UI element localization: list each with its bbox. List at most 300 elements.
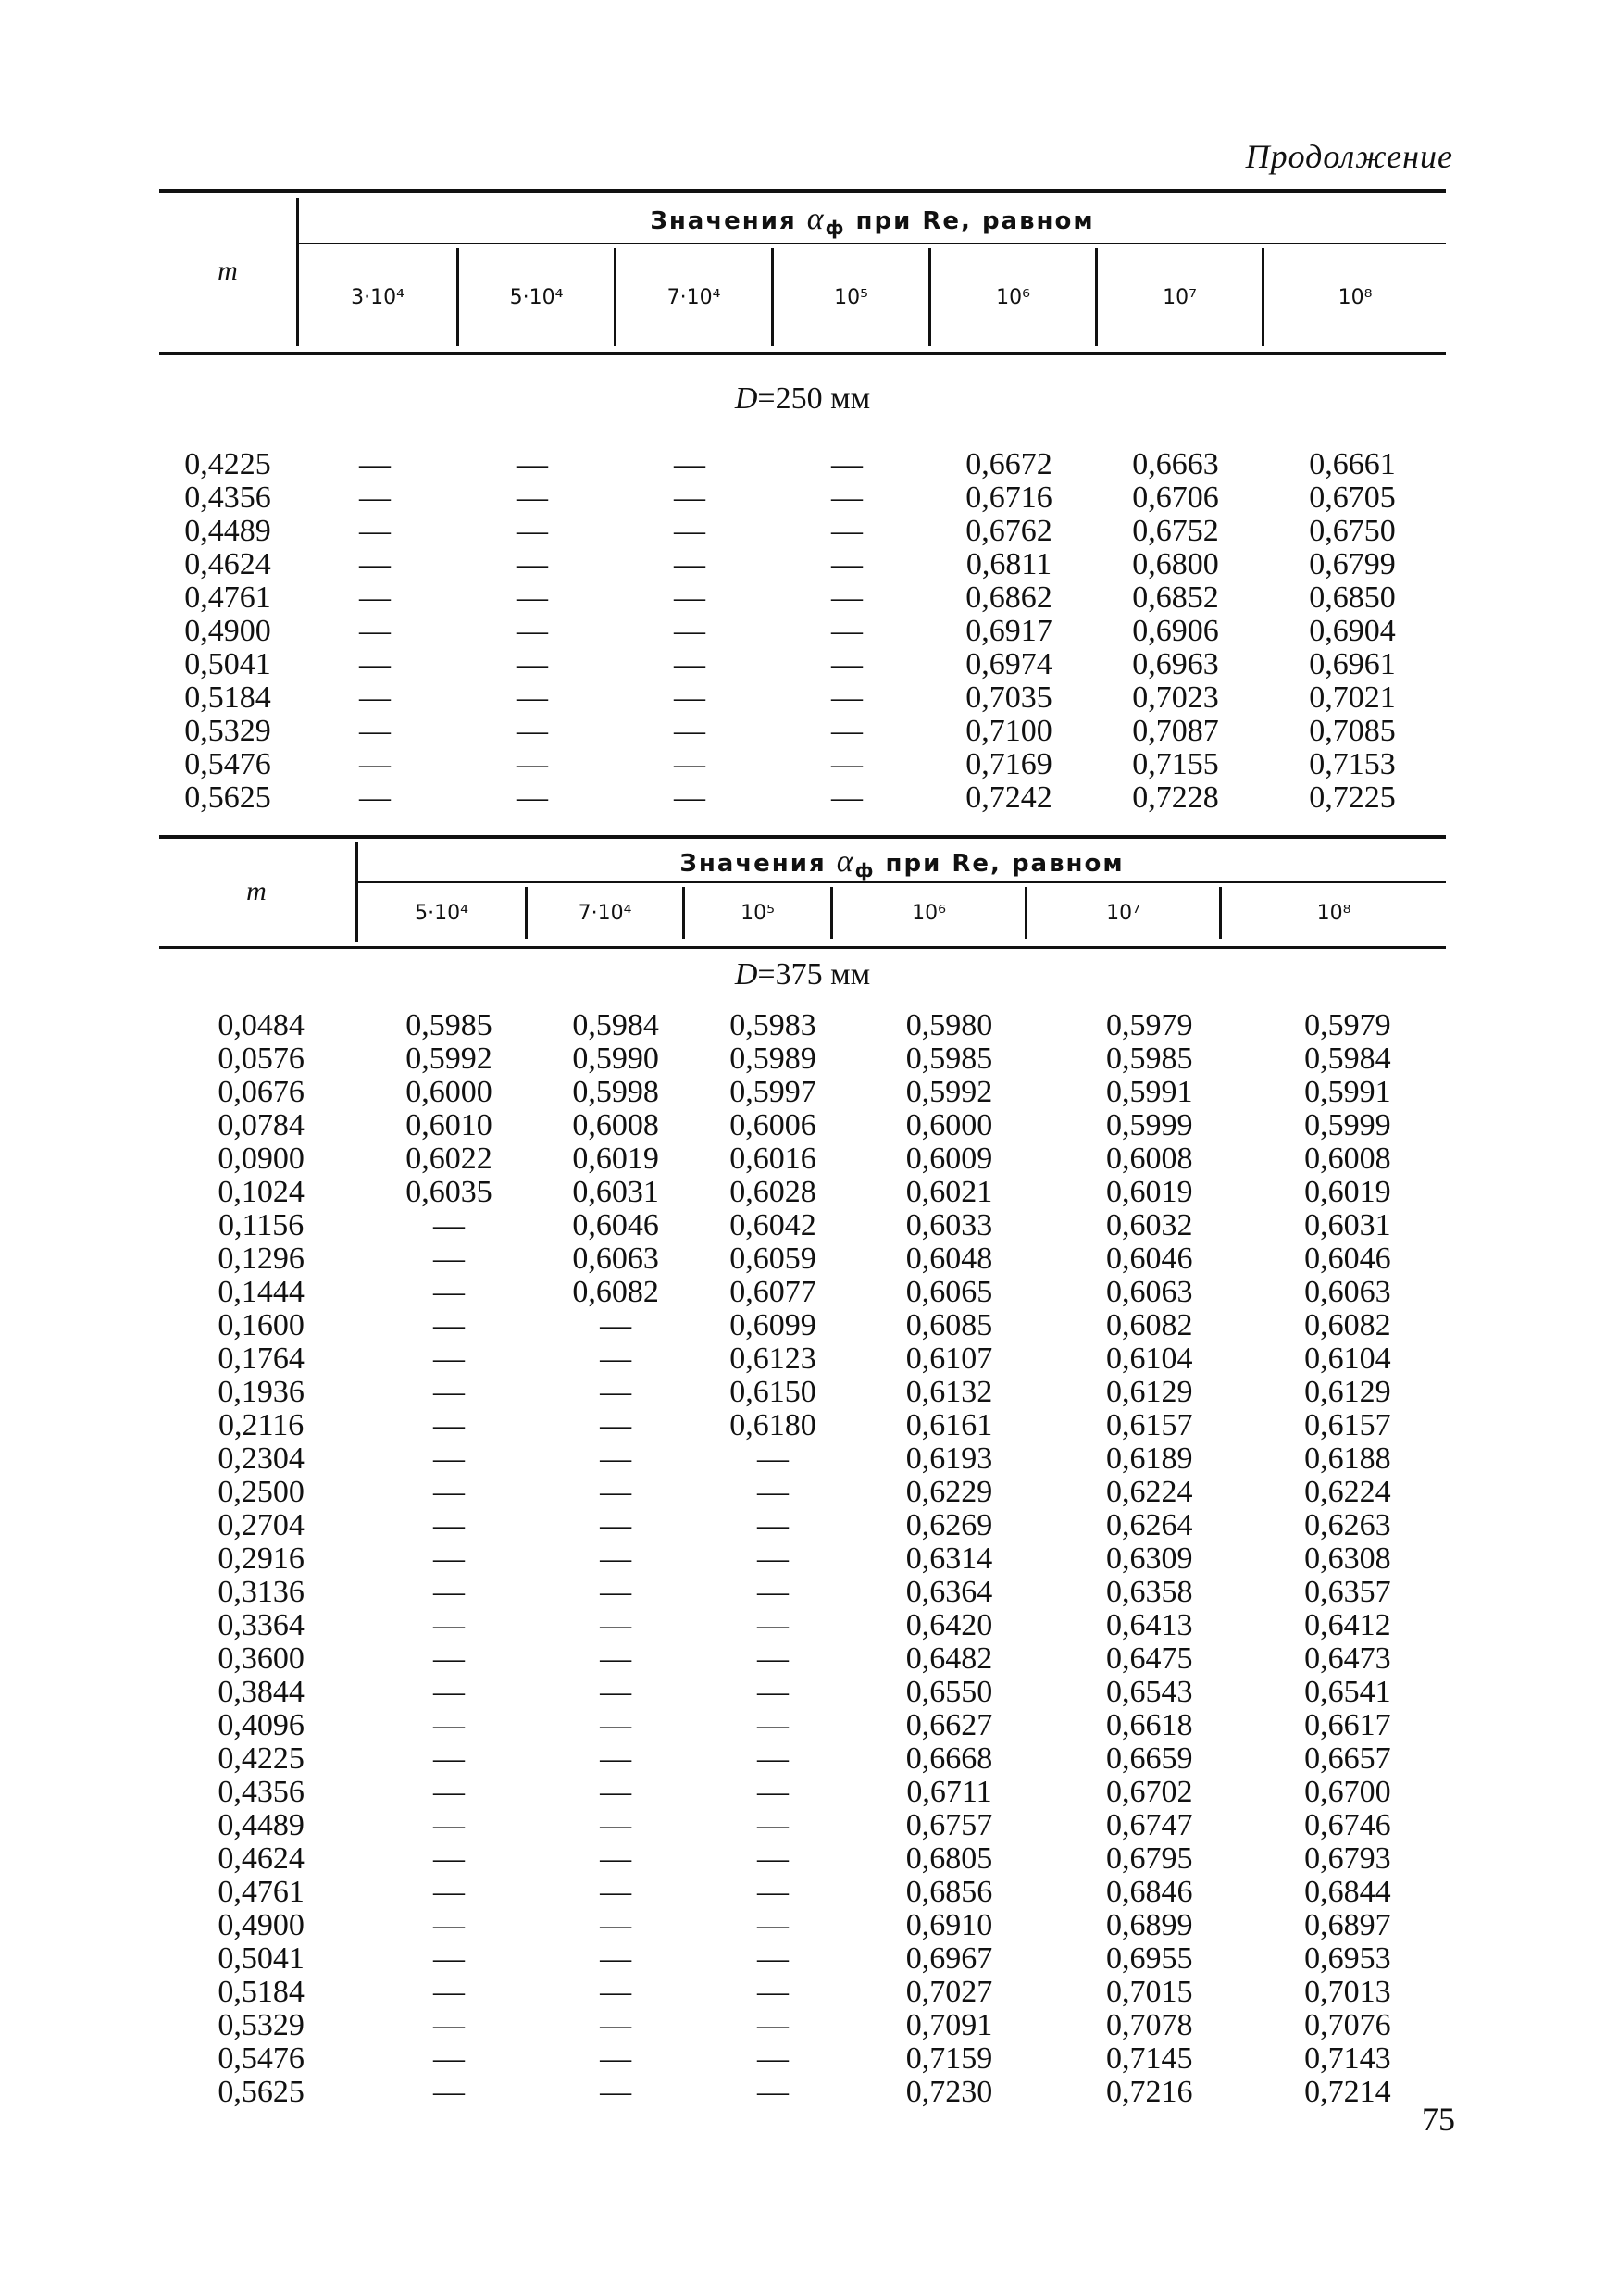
alpha-symbol: α [836,844,855,879]
m-value-cell: 0,4761 [184,580,271,615]
alpha-value-cell: 0,6150 [729,1375,816,1409]
table1-column-headers [299,248,1446,346]
alpha-value-cell: 0,7143 [1304,2041,1391,2076]
alpha-value-cell: — [831,780,863,815]
alpha-value-cell: 0,6550 [905,1675,993,1709]
column-header: 7·10⁴ [614,248,771,346]
alpha-value-cell: 0,7027 [905,1975,993,2009]
alpha-value-cell: 0,6904 [1309,614,1396,648]
alpha-value-cell: 0,6746 [1304,1808,1391,1842]
alpha-value-cell: — [600,1308,632,1342]
continued-label: Продолжение [1245,138,1453,175]
alpha-value-cell: 0,6963 [1132,647,1219,681]
table-row [159,648,1446,681]
alpha-value-cell: — [831,580,863,615]
m-value-cell: 0,2704 [218,1508,305,1542]
alpha-value-cell: 0,6309 [1106,1541,1193,1576]
m-value-cell: 0,1600 [218,1308,305,1342]
column-header: 10⁸ [1262,248,1446,346]
alpha-value-cell: — [757,2041,790,2076]
alpha-value-cell: 0,6711 [906,1775,992,1809]
table1-m-header: m [218,256,238,286]
alpha-value-cell: 0,6008 [572,1108,659,1142]
alpha-value-cell: 0,6082 [572,1275,659,1309]
alpha-value-cell: 0,6955 [1106,1941,1193,1976]
alpha-value-cell: 0,6082 [1304,1308,1391,1342]
alpha-value-cell: 0,7145 [1106,2041,1193,2076]
alpha-value-cell: — [757,2008,790,2042]
column-header: 10⁶ [830,887,1025,939]
table-row [159,1342,1446,1376]
alpha-value-cell: 0,5985 [1106,1042,1193,1076]
alpha-value-cell: 0,6077 [729,1275,816,1309]
alpha-value-cell: — [600,1408,632,1442]
alpha-value-cell: — [432,1608,465,1642]
alpha-value-cell: 0,6157 [1106,1408,1193,1442]
m-value-cell: 0,1764 [218,1341,305,1376]
alpha-value-cell: 0,6357 [1304,1575,1391,1609]
alpha-value-cell: — [757,1741,790,1776]
alpha-value-cell: 0,6161 [905,1408,993,1442]
alpha-value-cell: 0,7230 [905,2075,993,2109]
alpha-value-cell: 0,6618 [1106,1708,1193,1742]
alpha-value-cell: — [600,2041,632,2076]
alpha-value-cell: — [600,1708,632,1742]
table2-at-re-label: при Re, равном [885,850,1125,878]
alpha-value-cell: 0,6065 [905,1275,993,1309]
alpha-value-cell: — [600,1808,632,1842]
alpha-value-cell: 0,6702 [1106,1775,1193,1809]
alpha-value-cell: — [432,1941,465,1976]
alpha-value-cell: 0,7216 [1106,2075,1193,2109]
alpha-value-cell: 0,5984 [1304,1042,1391,1076]
alpha-value-cell: — [600,1375,632,1409]
m-value-cell: 0,4225 [218,1741,305,1776]
alpha-value-cell: — [674,580,705,615]
alpha-value-cell: 0,6000 [905,1108,993,1142]
alpha-value-cell: — [600,1641,632,1676]
alpha-value-cell: — [600,1575,632,1609]
alpha-value-cell: — [432,1408,465,1442]
alpha-value-cell: 0,6009 [905,1142,993,1176]
alpha-value-cell: 0,6473 [1304,1641,1391,1676]
table1-section-value: =250 мм [757,381,871,416]
alpha-value-cell: — [831,714,863,748]
alpha-value-cell: — [432,1741,465,1776]
alpha-value-cell: — [757,1808,790,1842]
alpha-value-cell: — [517,647,548,681]
m-value-cell: 0,2304 [218,1441,305,1476]
alpha-value-cell: — [600,1941,632,1976]
alpha-value-cell: 0,6022 [405,1142,492,1176]
table-row [159,481,1446,515]
m-value-cell: 0,3364 [218,1608,305,1642]
alpha-value-cell: — [757,1508,790,1542]
alpha-value-cell: 0,6856 [905,1875,993,1909]
alpha-value-cell: 0,6046 [1106,1242,1193,1276]
alpha-value-cell: 0,6193 [905,1441,993,1476]
table-row [159,1442,1446,1476]
alpha-value-cell: — [432,1308,465,1342]
table-row [159,1076,1446,1109]
alpha-value-cell: — [831,614,863,648]
m-value-cell: 0,5184 [218,1975,305,2009]
alpha-value-cell: 0,5985 [405,1008,492,1042]
alpha-value-cell: — [432,1508,465,1542]
alpha-value-cell: 0,7155 [1132,747,1219,781]
alpha-value-cell: 0,6482 [905,1641,993,1676]
table-row [159,548,1446,581]
table1-values-label: Значения [650,207,797,235]
alpha-value-cell: — [432,1775,465,1809]
alpha-value-cell: — [517,547,548,581]
table-row [159,448,1446,481]
alpha-value-cell: — [359,514,391,548]
alpha-value-cell: 0,6019 [572,1142,659,1176]
alpha-value-cell: 0,5991 [1106,1075,1193,1109]
table1-header-divider [299,243,1446,244]
alpha-value-cell: 0,6082 [1106,1308,1193,1342]
alpha-value-cell: — [600,1841,632,1876]
alpha-value-cell: — [674,714,705,748]
table-row [159,515,1446,548]
alpha-value-cell: — [359,680,391,715]
alpha-value-cell: — [600,2008,632,2042]
alpha-value-cell: — [432,2008,465,2042]
alpha-subscript: ф [825,217,846,239]
table-row [159,581,1446,615]
alpha-value-cell: 0,6420 [905,1608,993,1642]
m-value-cell: 0,4624 [218,1841,305,1876]
table-row [159,615,1446,648]
alpha-value-cell: 0,6799 [1309,547,1396,581]
alpha-value-cell: 0,7076 [1304,2008,1391,2042]
alpha-value-cell: 0,7242 [965,780,1052,815]
alpha-value-cell: — [432,1975,465,2009]
alpha-value-cell: 0,6846 [1106,1875,1193,1909]
alpha-value-cell: — [600,1341,632,1376]
table-row [159,781,1446,815]
table-row [159,2076,1446,2109]
table-row [159,1242,1446,1276]
alpha-value-cell: 0,6967 [905,1941,993,1976]
table1-body [159,448,1446,815]
alpha-value-cell: 0,6008 [1304,1142,1391,1176]
alpha-value-cell: 0,6010 [405,1108,492,1142]
alpha-value-cell: — [517,447,548,481]
table-row [159,1909,1446,1942]
alpha-value-cell: 0,6795 [1106,1841,1193,1876]
table2-m-header: m [246,876,267,906]
alpha-value-cell: — [432,1541,465,1576]
table1-title [299,202,1446,239]
alpha-value-cell: 0,6189 [1106,1441,1193,1476]
alpha-value-cell: — [757,1641,790,1676]
alpha-value-cell: — [359,714,391,748]
column-header: 10⁵ [682,887,830,939]
alpha-value-cell: 0,7015 [1106,1975,1193,2009]
column-header: 3·10⁴ [351,285,404,309]
alpha-value-cell: — [517,614,548,648]
alpha-value-cell: — [600,1875,632,1909]
m-value-cell: 0,4900 [218,1908,305,1942]
m-value-cell: 0,5329 [218,2008,305,2042]
alpha-value-cell: 0,6006 [729,1108,816,1142]
m-value-cell: 0,4225 [184,447,271,481]
m-value-cell: 0,5476 [218,2041,305,2076]
alpha-value-cell: 0,5979 [1106,1008,1193,1042]
alpha-value-cell: 0,6085 [905,1308,993,1342]
table2-column-headers [358,887,1446,939]
alpha-value-cell: 0,6475 [1106,1641,1193,1676]
table-row [159,2042,1446,2076]
alpha-value-cell: — [432,1841,465,1876]
alpha-value-cell: 0,7085 [1309,714,1396,748]
alpha-value-cell: 0,6132 [905,1375,993,1409]
alpha-value-cell: 0,5989 [729,1042,816,1076]
alpha-value-cell: 0,6672 [965,447,1052,481]
table-row [159,1942,1446,1976]
alpha-value-cell: 0,6627 [905,1708,993,1742]
alpha-value-cell: — [757,1608,790,1642]
alpha-value-cell: — [757,1441,790,1476]
m-value-cell: 0,1936 [218,1375,305,1409]
table-row [159,2009,1446,2042]
m-value-cell: 0,1024 [218,1175,305,1209]
alpha-value-cell: — [432,1641,465,1676]
alpha-value-cell: 0,6700 [1304,1775,1391,1809]
column-header: 10⁶ [928,248,1095,346]
m-value-cell: 0,2500 [218,1475,305,1509]
alpha-value-cell: 0,5999 [1304,1108,1391,1142]
m-value-cell: 0,5329 [184,714,271,748]
alpha-value-cell: 0,6541 [1304,1675,1391,1709]
table-row [159,1042,1446,1076]
alpha-value-cell: 0,6917 [965,614,1052,648]
alpha-value-cell: — [359,647,391,681]
m-value-cell: 0,4356 [184,480,271,515]
alpha-value-cell: 0,6046 [1304,1242,1391,1276]
table-row [159,1376,1446,1409]
alpha-subscript: ф [854,859,876,881]
m-value-cell: 0,3136 [218,1575,305,1609]
alpha-value-cell: — [432,1675,465,1709]
table-row [159,1576,1446,1609]
m-value-cell: 0,5041 [184,647,271,681]
alpha-value-cell: 0,6008 [1106,1142,1193,1176]
table-row [159,1809,1446,1842]
table-row [159,1776,1446,1809]
alpha-value-cell: 0,6063 [1106,1275,1193,1309]
alpha-value-cell: 0,6757 [905,1808,993,1842]
alpha-value-cell: — [517,480,548,515]
alpha-value-cell: 0,6033 [905,1208,993,1242]
alpha-value-cell: — [600,1508,632,1542]
m-value-cell: 0,4624 [184,547,271,581]
alpha-value-cell: 0,7153 [1309,747,1396,781]
table1-at-re-label: при Re, равном [855,207,1095,235]
alpha-value-cell: — [517,514,548,548]
alpha-value-cell: 0,7087 [1132,714,1219,748]
alpha-value-cell: 0,6308 [1304,1541,1391,1576]
alpha-value-cell: 0,6659 [1106,1741,1193,1776]
alpha-value-cell: 0,6314 [905,1541,993,1576]
alpha-value-cell: 0,6099 [729,1308,816,1342]
m-value-cell: 0,0484 [218,1008,305,1042]
alpha-value-cell: — [432,1708,465,1742]
alpha-value-cell: 0,5992 [405,1042,492,1076]
alpha-value-cell: 0,6021 [905,1175,993,1209]
alpha-value-cell: 0,6862 [965,580,1052,615]
table-row [159,1742,1446,1776]
alpha-value-cell: — [359,614,391,648]
alpha-value-cell: 0,6906 [1132,614,1219,648]
m-value-cell: 0,5625 [184,780,271,815]
alpha-value-cell: — [432,2075,465,2109]
alpha-value-cell: 0,6031 [572,1175,659,1209]
table-row [159,1676,1446,1709]
alpha-value-cell: 0,6897 [1304,1908,1391,1942]
alpha-value-cell: 0,6188 [1304,1441,1391,1476]
alpha-value-cell: — [674,547,705,581]
table-row [159,1409,1446,1442]
alpha-value-cell: — [757,1875,790,1909]
alpha-value-cell: — [359,747,391,781]
alpha-value-cell: 0,6019 [1304,1175,1391,1209]
alpha-value-cell: 0,6016 [729,1142,816,1176]
alpha-value-cell: 0,6129 [1106,1375,1193,1409]
alpha-value-cell: 0,6123 [729,1341,816,1376]
table1-section-var: D [734,381,758,416]
alpha-value-cell: 0,6844 [1304,1875,1391,1909]
table-row [159,1309,1446,1342]
alpha-value-cell: 0,6974 [965,647,1052,681]
alpha-value-cell: — [831,547,863,581]
table-row [159,1976,1446,2009]
alpha-value-cell: 0,6762 [965,514,1052,548]
alpha-value-cell: — [757,1908,790,1942]
m-value-cell: 0,0676 [218,1075,305,1109]
alpha-value-cell: 0,6000 [405,1075,492,1109]
alpha-value-cell: 0,6657 [1304,1741,1391,1776]
alpha-value-cell: — [831,447,863,481]
alpha-value-cell: — [600,1908,632,1942]
alpha-value-cell: — [757,1475,790,1509]
alpha-value-cell: — [517,780,548,815]
alpha-value-cell: — [600,1541,632,1576]
table1-section-title [159,381,1446,417]
alpha-value-cell: — [674,647,705,681]
alpha-value-cell: 0,6716 [965,480,1052,515]
alpha-value-cell: 0,6107 [905,1341,993,1376]
alpha-value-cell: 0,6032 [1106,1208,1193,1242]
alpha-value-cell: — [359,547,391,581]
m-value-cell: 0,4900 [184,614,271,648]
alpha-value-cell: 0,5998 [572,1075,659,1109]
alpha-value-cell: — [432,1275,465,1309]
alpha-value-cell: 0,5992 [905,1075,993,1109]
alpha-value-cell: 0,6063 [572,1242,659,1276]
alpha-value-cell: — [674,447,705,481]
table-row [159,1609,1446,1642]
table2-values-label: Значения [679,850,827,878]
alpha-value-cell: 0,7013 [1304,1975,1391,2009]
alpha-value-cell: 0,6705 [1309,480,1396,515]
alpha-value-cell: 0,7214 [1304,2075,1391,2109]
m-value-cell: 0,0900 [218,1142,305,1176]
alpha-value-cell: 0,6793 [1304,1841,1391,1876]
alpha-value-cell: 0,6663 [1132,447,1219,481]
table-row [159,1009,1446,1042]
alpha-value-cell: — [432,1575,465,1609]
alpha-value-cell: 0,7159 [905,2041,993,2076]
alpha-value-cell: 0,6413 [1106,1608,1193,1642]
alpha-value-cell: 0,6543 [1106,1675,1193,1709]
table-row [159,1542,1446,1576]
table-row [159,681,1446,715]
table2-section-var: D [734,957,758,992]
alpha-value-cell: 0,5985 [905,1042,993,1076]
table2-body [159,1009,1446,2109]
m-value-cell: 0,2916 [218,1541,305,1576]
table2-section-value: =375 мм [757,957,871,992]
alpha-value-cell: 0,6358 [1106,1575,1193,1609]
table-row [159,1642,1446,1676]
alpha-value-cell: 0,6800 [1132,547,1219,581]
alpha-value-cell: 0,6269 [905,1508,993,1542]
column-header: 5·10⁴ [456,248,614,346]
alpha-value-cell: — [517,580,548,615]
alpha-value-cell: — [359,780,391,815]
alpha-value-cell: 0,6157 [1304,1408,1391,1442]
alpha-value-cell: 0,7100 [965,714,1052,748]
alpha-value-cell: 0,6412 [1304,1608,1391,1642]
alpha-value-cell: — [432,1808,465,1842]
alpha-value-cell: — [600,1608,632,1642]
alpha-value-cell: — [517,747,548,781]
alpha-value-cell: — [831,514,863,548]
alpha-value-cell: 0,6706 [1132,480,1219,515]
alpha-value-cell: — [674,614,705,648]
alpha-value-cell: — [432,1908,465,1942]
alpha-value-cell: — [600,1441,632,1476]
alpha-value-cell: 0,7078 [1106,2008,1193,2042]
alpha-value-cell: — [432,1341,465,1376]
column-header: 7·10⁴ [525,887,682,939]
alpha-value-cell: — [432,1875,465,1909]
m-value-cell: 0,3600 [218,1641,305,1676]
table2-title [358,844,1446,881]
m-value-cell: 0,4356 [218,1775,305,1809]
table-row [159,1276,1446,1309]
table2-header-divider [358,881,1446,883]
alpha-value-cell: 0,7091 [905,2008,993,2042]
column-header: 5·10⁴ [415,901,468,925]
alpha-value-cell: 0,5990 [572,1042,659,1076]
m-value-cell: 0,3844 [218,1675,305,1709]
table-row [159,1709,1446,1742]
alpha-value-cell: — [757,1708,790,1742]
alpha-value-cell: 0,6899 [1106,1908,1193,1942]
alpha-value-cell: — [674,480,705,515]
alpha-value-cell: 0,6019 [1106,1175,1193,1209]
page-number: 75 [1422,2101,1455,2138]
alpha-value-cell: 0,6752 [1132,514,1219,548]
alpha-value-cell: 0,6953 [1304,1941,1391,1976]
alpha-value-cell: — [757,1941,790,1976]
alpha-value-cell: — [432,2041,465,2076]
alpha-value-cell: — [517,680,548,715]
